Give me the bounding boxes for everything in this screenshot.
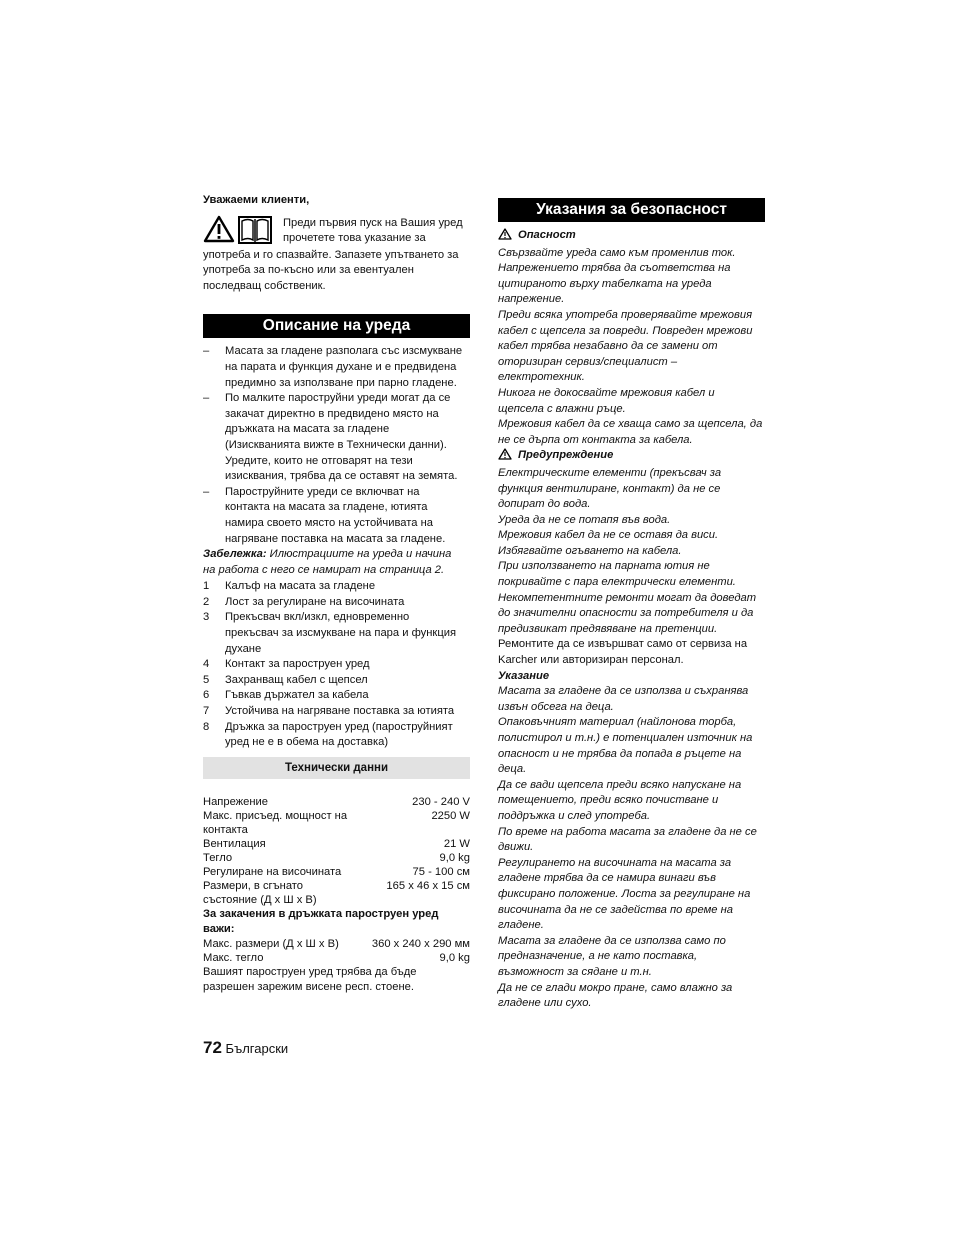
warning-text <box>498 466 765 638</box>
bullet-line: (Изискванията вижте в Технически данни). <box>225 438 447 451</box>
intro-line-1: Преди първия пуск на Вашия уред <box>283 216 463 229</box>
text-line: извън обсега на деца. <box>498 700 614 713</box>
bullet-item: – По малките пароструйни уреди могат да се закачат директно в предвидено място на дръжката на масата за гладене (Изискванията вижте в Технически данни). Уредите, които не отговарят на тези изисквания, трябва да се оставят на земята. <box>203 391 470 485</box>
bullet-line: изисквания, трябва да се оставят на земята. <box>225 470 458 483</box>
text-line: Електрическите елементи (прекъсвач за <box>498 466 722 479</box>
text-line: кабел с щепсела за повреди. Повреден мрежови <box>498 324 753 337</box>
bullet-line: закачат директно в предвидено място на <box>225 407 439 420</box>
bullet-line: предимно за използване при парно гладене. <box>225 376 457 389</box>
spec-row: Макс. присъед. мощност на контакта 2250 W <box>203 809 470 836</box>
warning-triangle-icon <box>203 215 235 246</box>
text-line: щепсела с влажни ръце. <box>498 402 626 415</box>
list-item: 2 Лост за регулиране на височината <box>203 595 405 608</box>
bullet-line: намира своето място на устойчивата на <box>225 516 434 529</box>
bullet-line: Пароструйните уреди се включват на <box>225 485 420 498</box>
text-line: кабел трябва незабавно да се замени от <box>498 340 718 353</box>
text-line: функция вентилиране, контакт) да не се <box>498 482 721 495</box>
text-line: Масата за гладене да се използва само по <box>498 934 726 947</box>
text-line: до значителни опасности за потребителя и да <box>498 607 754 620</box>
text-line: Да не се глади мокро пране, само влажно за <box>498 981 733 994</box>
warning-triangle-icon <box>498 228 512 246</box>
note-text: на работа с него се намират на страница 2. <box>203 563 445 576</box>
description-bullets <box>203 344 470 547</box>
note-label: Забележка: <box>203 548 267 561</box>
description-heading: Описание на уреда <box>203 314 470 338</box>
text-line: Регулирането на височината на масата за <box>498 856 732 869</box>
text-line: Мрежовия кабел да се хваща само за щепсела, да <box>498 418 763 431</box>
text-line: Некомпетентните ремонти могат да доведат <box>498 591 757 604</box>
page-number: 72 <box>203 1038 222 1057</box>
bullet-line: дръжката на масата за гладене <box>225 423 390 436</box>
text-line: покривайте с пара електрически елементи. <box>498 576 736 589</box>
parts-list <box>203 579 470 751</box>
text-line: напрежение. <box>498 293 565 306</box>
text-line: Избягвайте огъването на кабела. <box>498 544 682 557</box>
text-line: При използването на парната ютия не <box>498 560 710 573</box>
text-line: предизвикат предявяване на претенции. <box>498 622 718 635</box>
text-line: Напрежението трябва да съответства на <box>498 262 731 275</box>
list-item: 5 Захранващ кабел с щепсел <box>203 673 368 686</box>
text-line: фиксирано положение. Лоста за регулиране на <box>498 887 751 900</box>
bullet-line: нагряване поставка на масата за гладене. <box>225 532 446 545</box>
warning-heading: Предупреждение <box>498 448 765 466</box>
intro-line: употреба за по-късно или за евентуален <box>203 264 414 277</box>
hook-title: За закачения в дръжката пароструен уред важи: <box>203 907 439 935</box>
text-line: Уреда да не се потапя във вода. <box>498 513 671 526</box>
spec-row: Макс. размери (Д x Ш x В) 360 x 240 x 290 мм <box>203 937 470 950</box>
text-line: цитираното върху табелката на уреда <box>498 277 712 290</box>
spec-row: Размери, в сгънато състояние (Д x Ш x В) 165 x 46 x 15 см <box>203 879 470 906</box>
text-line: оторизиран сервиз/специалист – <box>498 355 678 368</box>
right-column <box>498 198 765 1012</box>
spec-row: Напрежение 230 - 240 V <box>203 795 470 808</box>
text-line: гладене трябва да се намира винаги във <box>498 872 716 885</box>
text-line: Масата за гладене да се използва и съхранява <box>498 685 749 698</box>
spec-table <box>203 795 470 996</box>
bullet-line: контакта на масата за гладене, ютията <box>225 501 428 514</box>
note <box>203 547 470 563</box>
text-line: опасност и не трябва да попада в ръцете на <box>498 747 742 760</box>
page-footer <box>203 1038 288 1058</box>
closing-line: разрешен зарежим висене респ. стоене. <box>203 981 414 994</box>
text-line: движи. <box>498 841 534 854</box>
danger-text <box>498 246 765 449</box>
text-line: поддръжка и след употреба. <box>498 809 651 822</box>
spec-row: Тегло 9,0 kg <box>203 851 470 864</box>
warning-triangle-icon <box>498 448 512 466</box>
intro-line: употреба и го спазвайте. Запазете упътването за <box>203 248 459 261</box>
greeting: Уважаеми клиенти, <box>203 194 310 206</box>
intro-line: последващ собственик. <box>203 279 326 292</box>
repair-text <box>498 637 765 668</box>
text-line: деца. <box>498 763 527 776</box>
closing-line: Вашият пароструен уред трябва да бъде <box>203 965 417 978</box>
text-line: Никога не докосвайте мрежовия кабел и <box>498 386 715 399</box>
text-line: не се дърпа от контакта за кабела. <box>498 433 693 446</box>
text-line: Ремонтите да се извършват само от сервиза на <box>498 638 748 651</box>
bullet-line: на парата и функция духане и е предвидена <box>225 360 457 373</box>
text-line: Свързвайте уреда само към променлив ток. <box>498 246 736 259</box>
text-line: електротехник. <box>498 371 585 384</box>
intro-line-2: прочетете това указание за <box>283 232 426 245</box>
bullet-item: – Масата за гладене разполага със изсмукване на парата и функция духане и е предвидена предимно за използване при парно гладене. <box>203 344 470 391</box>
manual-book-icon <box>237 215 273 248</box>
left-column <box>203 193 470 996</box>
text-line: По време на работа масата за гладене да не се <box>498 825 757 838</box>
text-line: допират до вода. <box>498 498 591 511</box>
text-line: помещението, преди всяко почистване и <box>498 794 719 807</box>
text-line: Опаковъчният материал (найлонова торба, <box>498 716 737 729</box>
list-item: 8 Дръжка за пароструен уред (пароструйният уред не е в обема на доставка) <box>203 720 453 749</box>
spec-row: Макс. тегло 9,0 kg <box>203 951 470 964</box>
text-line: Мрежовия кабел да не се оставя да виси. <box>498 529 719 542</box>
spec-row: Регулиране на височината 75 - 100 см <box>203 865 470 878</box>
text-line: Преди всяка употреба проверявайте мрежовия <box>498 308 753 321</box>
spec-row: Вентилация 21 W <box>203 837 470 850</box>
text-line: полистирол и т.н.) е потенциален източник на <box>498 732 753 744</box>
text-line: гладене. <box>498 919 544 932</box>
notice-heading: Указание <box>498 669 550 682</box>
safety-heading: Указания за безопасност <box>498 198 765 222</box>
list-item: 7 Устойчива на нагряване поставка за ютията <box>203 705 455 718</box>
intro-block <box>203 215 470 248</box>
list-item: 6 Гъвкав държател за кабела <box>203 689 369 702</box>
tech-heading: Технически данни <box>203 757 470 779</box>
bullet-item: – Пароструйните уреди се включват на контакта на масата за гладене, ютията намира своето място на устойчивата на нагряване поставка на масата за гладене. <box>203 485 470 547</box>
text-line: височината да не се задейства по време на <box>498 903 733 916</box>
text-line: възможност за сядане и т.н. <box>498 965 652 978</box>
list-item: 4 Контакт за пароструен уред <box>203 658 370 671</box>
danger-heading: Опасност <box>498 228 765 246</box>
list-item: 1 Калъф на масата за гладене <box>203 580 376 593</box>
text-line: Да се вади щепсела преди всяко напускане на <box>498 778 742 791</box>
bullet-line: По малките пароструйни уреди могат да се <box>225 392 451 405</box>
list-item: 3 Прекъсвач вкл/изкл, едновременно прекъсвач за изсмукване на пара и функция духане <box>203 611 457 655</box>
note-text: Илюстрациите на уреда и начина <box>266 548 452 561</box>
notice-text <box>498 684 765 1011</box>
bullet-line: Уредите, които не отговарят на тези <box>225 454 413 467</box>
text-line: предназначение, а не като поставка, <box>498 950 698 963</box>
bullet-line: Масата за гладене разполага със изсмукване <box>225 345 463 358</box>
text-line: Karcher или авторизиран персонал. <box>498 654 684 667</box>
text-line: гладене или сухо. <box>498 997 592 1010</box>
footer-language: Български <box>225 1041 289 1056</box>
